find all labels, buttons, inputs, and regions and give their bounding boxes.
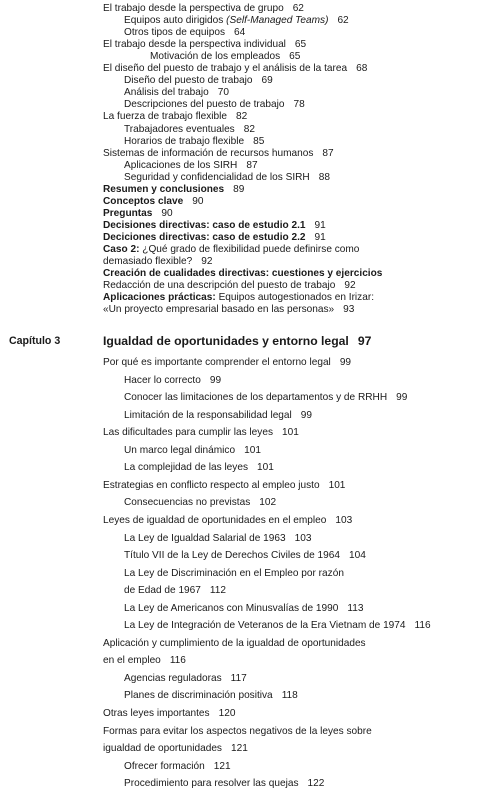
toc-entry-bold-text: Aplicaciones prácticas: xyxy=(103,292,216,304)
chapter-label: Capítulo 3 xyxy=(9,335,61,347)
toc-entry-text: Trabajadores eventuales xyxy=(124,123,235,135)
toc-entry-bold-text: Caso 2: xyxy=(103,244,140,255)
toc-entry xyxy=(124,391,407,405)
toc-entry-page-number: 82 xyxy=(236,111,248,123)
toc-entry-page-number: 70 xyxy=(217,87,229,99)
toc-entry xyxy=(124,496,276,510)
toc-entry-page-number: 103 xyxy=(335,514,353,526)
toc-entry-bold-text: Deciciones directivas: caso de estudio 2.2 xyxy=(103,231,306,243)
toc-entry-text: en el empleo xyxy=(103,655,161,667)
toc-entry xyxy=(124,584,226,598)
toc-entry-text: Conocer las limitaciones de los departamentos y de RRHH xyxy=(124,392,388,404)
toc-entry-page-number: 101 xyxy=(257,462,274,474)
toc-entry-text: El diseño del puesto de trabajo y el análisis de la tarea xyxy=(103,63,348,75)
toc-entry-page-number: 88 xyxy=(318,171,330,183)
toc-entry-text: Título VII de la Ley de Derechos Civiles de 1964 xyxy=(124,550,341,562)
toc-entry-text: El trabajo desde la perspectiva de grupo xyxy=(103,3,284,14)
toc-entry-text: La complejidad de las leyes xyxy=(124,462,249,474)
toc-entry-text: Análisis del trabajo xyxy=(124,87,209,99)
toc-entry-bold-text: Creación de cualidades directivas: cuestiones y ejercicios xyxy=(103,268,383,280)
toc-entry-page-number: 93 xyxy=(343,304,355,316)
chapter-page-number: 97 xyxy=(357,334,372,348)
toc-entry xyxy=(124,777,324,791)
toc-entry-page-number: 90 xyxy=(161,207,173,219)
toc-entry-text: Otras leyes importantes xyxy=(103,708,210,719)
toc-entry-text: La Ley de Integración de Veteranos de la Era Vietnam de 1974 xyxy=(124,620,406,632)
toc-entry xyxy=(124,619,431,633)
toc-entry xyxy=(103,303,354,317)
toc-entry-text: Diseño del puesto de trabajo xyxy=(124,75,253,87)
toc-entry-page-number: 117 xyxy=(230,672,247,684)
toc-entry xyxy=(103,725,372,739)
toc-entry xyxy=(124,689,298,703)
toc-entry xyxy=(124,602,363,616)
toc-entry-text: Descripciones del puesto de trabajo xyxy=(124,99,285,111)
toc-entry-text: de Edad de 1967 xyxy=(124,585,201,597)
toc-entry-bold-text: Conceptos clave xyxy=(103,195,184,207)
toc-entry xyxy=(103,637,366,651)
toc-entry xyxy=(124,760,231,774)
toc-entry xyxy=(124,532,311,546)
toc-entry-page-number: 82 xyxy=(243,123,255,135)
toc-entry-text: demasiado flexible? xyxy=(103,256,193,268)
toc-entry-text: «Un proyecto empresarial basado en las personas» xyxy=(103,304,335,316)
toc-entry xyxy=(103,479,345,493)
toc-entry-page-number: 120 xyxy=(218,708,236,719)
toc-entry xyxy=(124,409,312,423)
toc-entry-text: Sistemas de información de recursos humanos xyxy=(103,147,314,159)
toc-entry-page-number: 92 xyxy=(201,256,213,268)
toc-entry-text: La fuerza de trabajo flexible xyxy=(103,111,228,123)
toc-entry xyxy=(103,356,351,370)
toc-entry-page-number: 91 xyxy=(314,219,326,231)
toc-entry-text: Seguridad y confidencialidad de los SIRH xyxy=(124,171,310,183)
toc-entry-italic-text: (Self-Managed Teams) xyxy=(226,15,329,27)
toc-entry-text: Un marco legal dinámico xyxy=(124,444,236,456)
toc-entry-text: Motivación de los empleados xyxy=(150,51,281,63)
toc-entry-text: Estrategias en conflicto respecto al empleo justo xyxy=(103,479,320,491)
toc-entry-text: Ofrecer formación xyxy=(124,760,205,772)
toc-entry xyxy=(103,654,186,668)
toc-entry-page-number: 103 xyxy=(294,532,312,544)
toc-entry-page-number: 102 xyxy=(259,497,277,509)
toc-entry xyxy=(103,426,299,440)
toc-entry-page-number: 65 xyxy=(294,39,307,51)
toc-entry-page-number: 62 xyxy=(292,3,304,14)
toc-entry-page-number: 68 xyxy=(356,63,368,75)
toc-entry-text: Equipos autogestionados en Irizar: xyxy=(215,292,375,304)
toc-entry-page-number: 112 xyxy=(209,585,226,597)
toc-entry-bold-text: Resumen y conclusiones xyxy=(103,183,225,195)
toc-entry-page-number: 101 xyxy=(328,479,346,491)
toc-entry-text: Las dificultades para cumplir las leyes xyxy=(103,427,273,439)
toc-entry-page-number: 87 xyxy=(322,147,334,159)
toc-entry-text: Aplicaciones de los SIRH xyxy=(124,159,238,171)
toc-entry xyxy=(124,444,261,458)
toc-entry-page-number: 85 xyxy=(253,135,265,147)
toc-entry-text: Equipos auto dirigidos xyxy=(124,15,227,27)
toc-entry-text: Horarios de trabajo flexible xyxy=(124,135,245,147)
toc-entry xyxy=(124,567,344,581)
toc-entry-page-number: 104 xyxy=(349,550,366,562)
toc-entry-text: El trabajo desde la perspectiva individual xyxy=(103,39,286,51)
chapter-title: Igualdad de oportunidades y entorno legal xyxy=(103,334,349,348)
toc-entry-text: La Ley de Discriminación en el Empleo por razón xyxy=(124,567,344,579)
toc-entry-text: Consecuencias no previstas xyxy=(124,497,251,509)
toc-entry-text: Limitación de la responsabilidad legal xyxy=(124,409,292,421)
toc-entry-page-number: 65 xyxy=(289,51,301,63)
toc-entry-page-number: 99 xyxy=(396,392,408,404)
toc-entry-text: Aplicación y cumplimiento de la igualdad de oportunidades xyxy=(103,637,366,649)
toc-entry-page-number: 122 xyxy=(307,778,325,790)
toc-entry-text: Leyes de igualdad de oportunidades en el empleo xyxy=(103,514,327,526)
toc-entry-page-number: 90 xyxy=(192,195,204,207)
toc-entry-page-number: 92 xyxy=(344,280,356,292)
toc-entry-page-number: 91 xyxy=(314,231,326,243)
toc-entry-text: Agencias reguladoras xyxy=(124,672,222,684)
toc-entry xyxy=(103,742,248,756)
toc-entry-page-number: 64 xyxy=(234,27,246,39)
toc-entry-bold-text: Decisiones directivas: caso de estudio 2.1 xyxy=(103,219,306,231)
toc-entry-page-number: 89 xyxy=(233,183,245,195)
toc-entry-page-number: 101 xyxy=(244,444,261,456)
toc-entry xyxy=(103,514,352,528)
toc-entry xyxy=(124,461,274,475)
toc-entry-text: La Ley de Americanos con Minusvalías de 1990 xyxy=(124,602,339,614)
toc-entry-text: ¿Qué grado de flexibilidad puede definirse como xyxy=(139,244,360,255)
toc-entry-page-number: 69 xyxy=(261,75,273,87)
toc-entry xyxy=(103,707,235,721)
toc-entry-page-number: 121 xyxy=(213,760,231,772)
toc-entry-page-number: 121 xyxy=(230,743,248,755)
toc-entry-text: Otros tipos de equipos xyxy=(124,27,225,39)
toc-entry-text: Por qué es importante comprender el entorno legal xyxy=(103,357,331,368)
toc-entry-bold-text: Preguntas xyxy=(103,207,153,219)
toc-entry-page-number: 87 xyxy=(246,159,258,171)
toc-entry-text: Hacer lo correcto xyxy=(124,374,201,386)
toc-entry-text: Redacción de una descripción del puesto de trabajo xyxy=(103,280,336,292)
toc-entry-text: igualdad de oportunidades xyxy=(103,743,222,755)
toc-entry-page-number: 101 xyxy=(282,427,299,439)
toc-entry-page-number: 116 xyxy=(169,655,186,667)
chapter-heading xyxy=(103,332,371,350)
toc-entry-page-number: 113 xyxy=(347,602,364,614)
toc-entry-page-number: 78 xyxy=(293,99,305,111)
toc-entry-page-number: 62 xyxy=(337,15,349,27)
toc-entry-page-number: 116 xyxy=(414,620,431,632)
toc-entry xyxy=(124,672,247,686)
toc-entry-text: Procedimiento para resolver las quejas xyxy=(124,778,299,790)
toc-entry-page-number: 99 xyxy=(209,374,222,386)
toc-entry xyxy=(124,549,366,563)
toc-entry-page-number: 99 xyxy=(300,409,313,421)
toc-entry-text: Formas para evitar los aspectos negativos de la leyes sobre xyxy=(103,725,372,737)
toc-entry-page-number: 118 xyxy=(281,690,298,702)
toc-entry-page-number: 99 xyxy=(339,357,352,368)
toc-entry xyxy=(124,374,221,388)
toc-entry-text: La Ley de Igualdad Salarial de 1963 xyxy=(124,532,286,544)
toc-entry-text: Planes de discriminación positiva xyxy=(124,690,273,702)
